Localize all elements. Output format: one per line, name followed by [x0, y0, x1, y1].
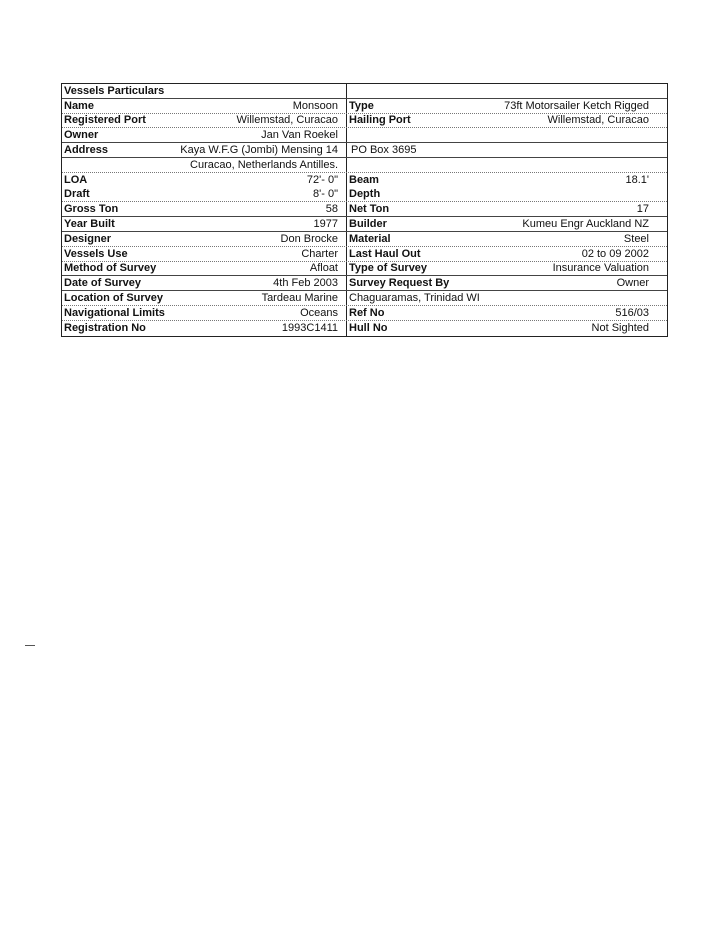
row-value: Willemstad, Curacao — [236, 114, 338, 127]
row-right-cell — [347, 114, 667, 128]
table-row — [62, 202, 667, 217]
row-right-cell — [347, 321, 667, 336]
row-value: PO Box 3695 — [351, 144, 417, 157]
row-value: 1977 — [313, 218, 338, 231]
table-row — [62, 306, 667, 321]
row-left-cell — [62, 158, 347, 172]
row-right-cell — [347, 276, 667, 290]
row-label: Beam — [349, 174, 379, 187]
row-left-cell — [62, 99, 347, 113]
row-label: Registration No — [64, 322, 146, 335]
table-row — [62, 217, 667, 232]
row-right-cell — [347, 202, 667, 216]
row-left-cell — [62, 217, 347, 231]
row-label: Last Haul Out — [349, 247, 421, 260]
row-value: Tardeau Marine — [261, 292, 338, 305]
table-row — [62, 173, 667, 188]
row-value: Willemstad, Curacao — [547, 114, 649, 127]
row-left-cell — [62, 321, 347, 336]
row-right-cell — [347, 158, 667, 172]
row-label: Survey Request By — [349, 277, 450, 290]
table-row — [62, 291, 667, 306]
table-row — [62, 158, 667, 173]
row-value: 02 to 09 2002 — [581, 247, 649, 260]
row-label: Registered Port — [64, 114, 146, 127]
table-row — [62, 276, 667, 291]
row-value: 18.1' — [625, 174, 649, 187]
table-header-right-cell — [347, 84, 667, 98]
row-right-cell — [347, 188, 667, 202]
row-label: Date of Survey — [64, 277, 142, 290]
row-right-cell — [347, 262, 667, 276]
row-right-cell — [347, 291, 667, 305]
row-value: Monsoon — [292, 99, 338, 112]
row-right-cell — [347, 143, 667, 157]
row-left-cell — [62, 262, 347, 276]
table-row — [62, 262, 667, 277]
row-value: 17 — [636, 203, 649, 216]
row-left-cell — [62, 173, 347, 188]
row-label: Type of Survey — [349, 262, 428, 275]
table-row — [62, 99, 667, 114]
row-left-cell — [62, 188, 347, 202]
row-right-cell — [347, 99, 667, 113]
table-row — [62, 232, 667, 247]
row-label: Ref No — [349, 306, 385, 319]
row-value: 516/03 — [615, 306, 649, 319]
row-left-cell — [62, 114, 347, 128]
table-title: Vessels Particulars — [64, 84, 165, 97]
row-label: Net Ton — [349, 203, 390, 216]
row-value: Don Brocke — [280, 232, 338, 245]
row-value: Afloat — [309, 262, 338, 275]
row-left-cell — [62, 276, 347, 290]
row-value: 58 — [325, 203, 338, 216]
row-right-cell — [347, 217, 667, 231]
row-right-cell — [347, 247, 667, 261]
row-value: 72'- 0" — [306, 174, 338, 187]
row-label: Vessels Use — [64, 247, 128, 260]
row-left-cell — [62, 291, 347, 305]
row-value: Kaya W.F.G (Jombi) Mensing 14 — [180, 144, 338, 157]
row-label: Hailing Port — [349, 114, 411, 127]
row-value: Chaguaramas, Trinidad WI — [349, 292, 480, 305]
table-row — [62, 114, 667, 129]
row-right-cell — [347, 173, 667, 188]
row-label: Gross Ton — [64, 203, 119, 216]
row-left-cell — [62, 306, 347, 320]
row-left-cell — [62, 128, 347, 142]
row-value: Oceans — [300, 306, 338, 319]
row-label: Draft — [64, 188, 90, 201]
row-label: Location of Survey — [64, 292, 164, 305]
table-row — [62, 143, 667, 158]
table-row — [62, 188, 667, 203]
row-label: Hull No — [349, 322, 388, 335]
table-row — [62, 247, 667, 262]
row-right-cell — [347, 232, 667, 246]
row-value: 4th Feb 2003 — [273, 277, 338, 290]
row-label: Depth — [349, 188, 381, 201]
row-value: Jan Van Roekel — [261, 129, 338, 142]
row-right-cell — [347, 128, 667, 142]
row-label: Builder — [349, 218, 387, 231]
row-value: Owner — [616, 277, 649, 290]
row-value: 1993C1411 — [281, 322, 338, 335]
row-left-cell — [62, 143, 347, 157]
row-label: Navigational Limits — [64, 306, 165, 319]
row-left-cell — [62, 202, 347, 216]
vessel-particulars-table — [61, 83, 668, 337]
row-label: Method of Survey — [64, 262, 157, 275]
row-label: Designer — [64, 232, 112, 245]
row-label: Owner — [64, 129, 99, 142]
row-label: Name — [64, 99, 94, 112]
row-label: LOA — [64, 174, 88, 187]
row-value: Curacao, Netherlands Antilles. — [190, 158, 338, 171]
row-label: Year Built — [64, 218, 115, 231]
row-left-cell — [62, 232, 347, 246]
table-title-cell — [62, 84, 347, 98]
row-label: Address — [64, 144, 109, 157]
row-label: Material — [349, 232, 391, 245]
row-right-cell — [347, 306, 667, 320]
table-row — [62, 321, 667, 336]
row-value: Kumeu Engr Auckland NZ — [522, 218, 649, 231]
row-value: Insurance Valuation — [552, 262, 649, 275]
row-left-cell — [62, 247, 347, 261]
row-value: 73ft Motorsailer Ketch Rigged — [504, 99, 649, 112]
row-value: Charter — [301, 247, 338, 260]
scan-mark — [25, 645, 35, 646]
row-label: Type — [349, 99, 374, 112]
table-header-row — [62, 84, 667, 99]
row-value: 8'- 0" — [313, 188, 338, 201]
table-row — [62, 128, 667, 143]
row-value: Steel — [623, 232, 649, 245]
row-value: Not Sighted — [591, 322, 649, 335]
